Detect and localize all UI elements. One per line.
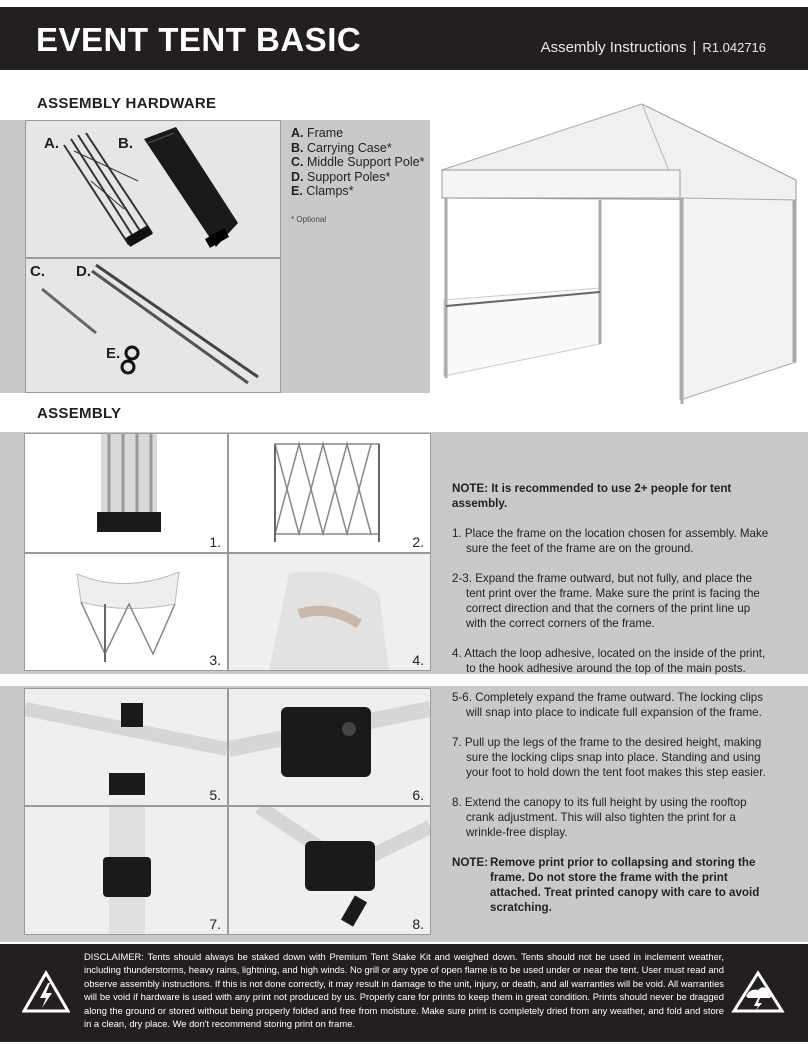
tent-illustration — [436, 100, 804, 410]
support-pole — [96, 265, 258, 377]
subtitle-separator: | — [692, 39, 697, 56]
note-recommendation: NOTE: It is recommended to use 2+ people for tent assembly. — [452, 482, 732, 510]
warning-storm-icon — [730, 970, 786, 1014]
attaching-adhesive-drawing — [229, 554, 430, 670]
step-number: 1. — [209, 534, 221, 550]
expanded-frame-drawing — [229, 434, 430, 552]
hardware-item: B. Carrying Case* — [291, 140, 392, 155]
step-3-photo — [24, 553, 228, 671]
frame-and-case-illustration — [26, 121, 280, 257]
step-2-3-text: 2-3. Expand the frame outward, but not fully, and place the tent print over the frame. Make sure the print is facing the correct direction and that the corners of the print line up with the correct corners of the frame. — [452, 572, 760, 630]
step-2-photo — [228, 433, 431, 553]
step-number: 5. — [209, 787, 221, 803]
step-6-photo — [228, 688, 431, 806]
support-pole-2 — [92, 271, 248, 383]
label-e: E. — [106, 345, 121, 362]
hardware-heading: ASSEMBLY HARDWARE — [37, 95, 217, 112]
clamps-illustration — [122, 347, 138, 373]
step-number: 6. — [412, 787, 424, 803]
label-b: B. — [118, 135, 133, 152]
poles-and-clamps-illustration — [26, 259, 280, 392]
step-number: 7. — [209, 916, 221, 932]
frame-and-case-panel — [25, 120, 281, 258]
step-5-photo — [24, 688, 228, 806]
step-number: 3. — [209, 652, 221, 668]
folded-frame-drawing — [25, 434, 227, 552]
label-d: D. — [76, 263, 91, 280]
step-5-6-text: 5-6. Completely expand the frame outward. The locking clips will snap into place to indicate full expansion of the frame. — [452, 691, 764, 719]
hardware-item: C. Middle Support Pole* — [291, 155, 425, 169]
disclaimer-footer — [0, 944, 808, 1042]
warning-lightning-icon — [22, 970, 70, 1014]
middle-support-pole — [42, 289, 96, 333]
instructions-part-1 — [452, 481, 774, 691]
subtitle-text: Assembly Instructions — [540, 39, 687, 56]
document-title: EVENT TENT BASIC — [36, 21, 362, 58]
crank-adjustment-drawing — [229, 807, 430, 934]
instructions-part-2 — [452, 690, 774, 930]
optional-note: * Optional — [291, 215, 327, 224]
hardware-item: A. Frame — [291, 126, 344, 140]
step-4-photo — [228, 553, 431, 671]
step-7-text: 7. Pull up the legs of the frame to the desired height, making sure the locking clips snap into place. Standing and using your foot to hold down the tent foot makes this step easier. — [452, 736, 766, 779]
label-c: C. — [30, 263, 45, 280]
locking-clip-drawing — [25, 689, 227, 805]
step-1-photo — [24, 433, 228, 553]
step-number: 4. — [412, 652, 424, 668]
leg-clip-drawing — [25, 807, 227, 934]
header-subtitle — [541, 39, 766, 56]
step-4-text: 4. Attach the loop adhesive, located on the inside of the print, to the hook adhesive around the top of the main posts. — [452, 647, 766, 675]
step-8-photo — [228, 806, 431, 935]
poles-and-clamps-panel — [25, 258, 281, 393]
print-over-frame-drawing — [25, 554, 227, 670]
header-bar — [0, 7, 808, 70]
hardware-item: E. Clamps* — [291, 184, 354, 198]
note-storage: NOTE: Remove print prior to collapsing and storing the frame. Do not store the frame with the print attached. Treat printed canopy with care to avoid scratching. — [452, 856, 760, 914]
carrying-case-illustration — [144, 127, 238, 248]
step-7-photo — [24, 806, 228, 935]
corner-bracket-drawing — [229, 689, 430, 805]
step-number: 2. — [412, 534, 424, 550]
hardware-item: D. Support Poles* — [291, 169, 391, 184]
frame-illustration — [64, 133, 152, 245]
step-number: 8. — [412, 916, 424, 932]
disclaimer-text: DISCLAIMER: Tents should always be staked down with Premium Tent Stake Kit and weighed down. Tents should not be used in inclement weather, including thunderstorms, heavy rains, lightning, and high winds. No grill or any type of open flame is to be used under or near the tent. User must read and observe assembly instructions. If this is not done correctly, it may result in damage to the unit, injury, or death, and all warranties will be void. All warranties will be void if hardware is used with any print not produced by us. Properly care for prints to keep them in great condition. Prints should never be dragged along the ground or stored without being properly folded and free from moisture. Make sure print is completely dried from any weather, and fold and store in a clean, dry place. We don't recommend storing print on frame. — [84, 951, 724, 1030]
hardware-list — [291, 126, 424, 199]
step-1-text: 1. Place the frame on the location chosen for assembly. Make sure the feet of the frame are on the ground. — [452, 527, 769, 555]
label-a: A. — [44, 135, 59, 152]
revision-code: R1.042716 — [702, 40, 766, 55]
assembly-heading: ASSEMBLY — [37, 405, 122, 422]
step-8-text: 8. Extend the canopy to its full height by using the rooftop crank adjustment. This will also tighten the print for a wrinkle-free display. — [452, 796, 747, 839]
